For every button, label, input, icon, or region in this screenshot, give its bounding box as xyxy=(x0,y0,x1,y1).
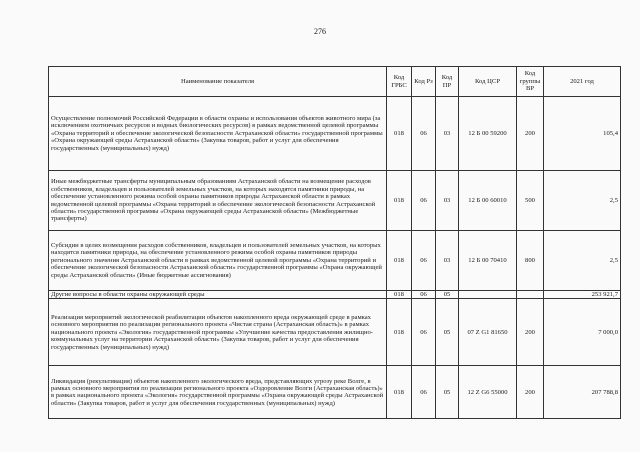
row-amount: 2,5 xyxy=(544,231,621,291)
row-vr xyxy=(517,291,544,299)
row-vr: 200 xyxy=(517,97,544,171)
row-amount: 105,4 xyxy=(544,97,621,171)
row-grbs: 018 xyxy=(387,97,412,171)
row-pr: 05 xyxy=(436,291,459,299)
row-pr: 03 xyxy=(436,231,459,291)
row-rz: 06 xyxy=(412,231,436,291)
page-number: 276 xyxy=(314,27,326,36)
row-name: Реализация мероприятий экологической реабилитации объектов накопленного вреда окружающей среде в рамках основного мероприятия по реализации регионального проекта «Чистая страна (Астраханская область)» в рамках национального проекта «Экология» государственной программы «Улучшение качества предоставления жилищно-коммунальных услуг на территории Астраханской области» (Закупка товаров, работ и услуг для обеспечения государственных (муниципальных) нужд) xyxy=(49,299,387,366)
row-name: Осуществление полномочий Российской Федерации в области охраны и использования объектов животного мира (за исключением охотничьих ресурсов и водных биологических ресурсов) в рамках ведомственной целевой программы «Охрана территорий и обеспечение экологической безопасности Астраханской области» государственной программы «Охрана окружающей среды Астраханской области» (Закупка товаров, работ и услуг для обеспечения государственных (муниципальных) нужд) xyxy=(49,97,387,171)
row-pr: 03 xyxy=(436,97,459,171)
table-header-row xyxy=(49,67,621,97)
row-csr: 12 Z G6 55000 xyxy=(459,366,517,419)
budget-table xyxy=(48,66,621,419)
row-amount: 7 000,0 xyxy=(544,299,621,366)
row-csr: 12 Б 00 70410 xyxy=(459,231,517,291)
header-pr: Код ПР xyxy=(436,67,459,97)
row-rz: 06 xyxy=(412,299,436,366)
row-pr: 05 xyxy=(436,366,459,419)
table-row xyxy=(49,299,621,366)
table-row xyxy=(49,171,621,231)
table-row xyxy=(49,366,621,419)
row-vr: 200 xyxy=(517,299,544,366)
row-name: Ликвидация (рекультивация) объектов накопленного экологического вреда, представляющих угрозу реке Волге, в рамках основного мероприятия по реализации регионального проекта «Оздоровление Волги (Астраханская область)» в рамках национального проекта «Экология» государственной программы «Охрана окружающей среды Астраханской области» (Закупка товаров, работ и услуг для обеспечения государственных (муниципальных) нужд) xyxy=(49,366,387,419)
table-row xyxy=(49,291,621,299)
row-name: Субсидии в целях возмещения расходов собственников, владельцев и пользователей земельных участков, на которых находятся памятники природы, на обеспечение установленного режима особой охраны памятников природы регионального значения Астраханской области в рамках ведомственной целевой программы «Охрана территорий и обеспечение экологической безопасности Астраханской области» государственной программы «Охрана окружающей среды Астраханской области» (Иные бюджетные ассигнования) xyxy=(49,231,387,291)
row-grbs: 018 xyxy=(387,299,412,366)
header-name: Наименование показателя xyxy=(49,67,387,97)
row-rz: 06 xyxy=(412,366,436,419)
row-rz: 06 xyxy=(412,291,436,299)
row-vr: 800 xyxy=(517,231,544,291)
row-grbs: 018 xyxy=(387,366,412,419)
row-rz: 06 xyxy=(412,97,436,171)
row-grbs: 018 xyxy=(387,231,412,291)
row-csr xyxy=(459,291,517,299)
row-grbs: 018 xyxy=(387,291,412,299)
row-csr: 12 Б 00 59200 xyxy=(459,97,517,171)
row-rz: 06 xyxy=(412,171,436,231)
row-amount: 207 788,8 xyxy=(544,366,621,419)
header-year: 2021 год xyxy=(544,67,621,97)
row-vr: 200 xyxy=(517,366,544,419)
row-grbs: 018 xyxy=(387,171,412,231)
row-csr: 07 Z G1 81650 xyxy=(459,299,517,366)
row-amount: 2,5 xyxy=(544,171,621,231)
header-grbs: Код ГРБС xyxy=(387,67,412,97)
row-name: Иные межбюджетные трансферты муниципальным образованиям Астраханской области на возмещение расходов собственников, владельцев и пользователей земельных участков, на которых находятся памятники природы, на обеспечение установленного режима особой охраны памятников природы Астраханской области в рамках ведомственной целевой программы «Охрана территорий и обеспечение экологической безопасности Астраханской области» государственной программы «Охрана окружающей среды Астраханской области» (Межбюджетные трансферты) xyxy=(49,171,387,231)
row-csr: 12 Б 00 60010 xyxy=(459,171,517,231)
table-row xyxy=(49,231,621,291)
row-pr: 05 xyxy=(436,299,459,366)
table-row xyxy=(49,97,621,171)
row-amount: 253 921,7 xyxy=(544,291,621,299)
header-csr: Код ЦСР xyxy=(459,67,517,97)
header-vr: Код группы ВР xyxy=(517,67,544,97)
header-rz: Код Рз xyxy=(412,67,436,97)
row-vr: 500 xyxy=(517,171,544,231)
row-pr: 03 xyxy=(436,171,459,231)
row-name: Другие вопросы в области охраны окружающей среды xyxy=(49,291,387,299)
